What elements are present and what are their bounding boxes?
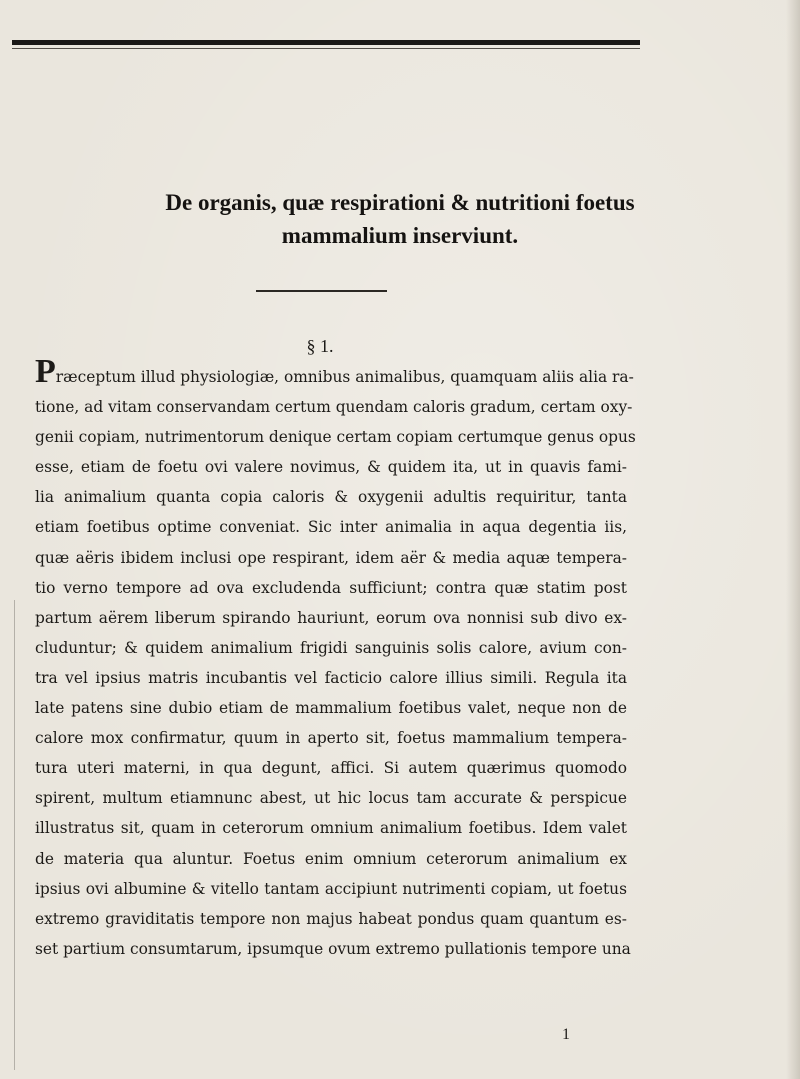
page-edge-shadow	[786, 0, 800, 1079]
section-mark: § 1.	[306, 336, 334, 356]
title-divider	[256, 290, 387, 292]
text-line: genii copiam, nutrimentorum denique certam copiam certumque genus opus	[35, 428, 636, 447]
text-line: ipsius ovi albumine & vitello tantam accipiunt nutrimenti copiam, ut foetus	[35, 879, 627, 898]
text-line-content: ræceptum illud physiologiæ, omnibus animalibus, quamquam aliis alia ra-	[55, 368, 634, 386]
body-paragraph	[35, 353, 636, 964]
page-margin-line	[14, 600, 15, 1070]
text-line: tura uteri materni, in qua degunt, affici. Si autem quærimus quomodo	[35, 759, 627, 778]
text-line: esse, etiam de foetu ovi valere novimus, & quidem ita, ut in quavis fami-	[35, 458, 627, 477]
text-line: illustratus sit, quam in ceterorum omnium animalium foetibus. Idem valet	[35, 819, 627, 838]
chapter-title	[0, 186, 800, 252]
page-number: 1	[562, 1026, 570, 1043]
text-line: tio verno tempore ad ova excludenda sufficiunt; contra quæ statim post	[35, 578, 627, 597]
header-rule	[12, 40, 640, 45]
text-line: late patens sine dubio etiam de mammalium foetibus valet, neque non de	[35, 699, 627, 718]
text-line: quæ aëris ibidem inclusi ope respirant, idem aër & media aquæ tempera-	[35, 548, 627, 567]
text-line: de materia qua aluntur. Foetus enim omnium ceterorum animalium ex	[35, 849, 627, 868]
header-rule-thin	[12, 48, 640, 49]
text-line: etiam foetibus optime conveniat. Sic inter animalia in aqua degentia iis,	[35, 518, 627, 537]
text-line	[35, 353, 634, 392]
text-line: calore mox confirmatur, quum in aperto sit, foetus mammalium tempera-	[35, 729, 627, 748]
chapter-title-line-2: mammalium inserviunt.	[281, 223, 519, 248]
text-line: lia animalium quanta copia caloris & oxygenii adultis requiritur, tanta	[35, 488, 627, 507]
chapter-title-line-1: De organis, quæ respirationi & nutritioni foetus	[165, 190, 635, 215]
text-line: tione, ad vitam conservandam certum quendam caloris gradum, certam oxy-	[35, 398, 633, 417]
text-line: extremo graviditatis tempore non majus habeat pondus quam quantum es-	[35, 909, 627, 928]
text-line: cluduntur; & quidem animalium frigidi sanguinis solis calore, avium con-	[35, 638, 627, 657]
text-line: spirent, multum etiamnunc abest, ut hic locus tam accurate & perspicue	[35, 789, 627, 808]
text-line: tra vel ipsius matris incubantis vel facticio calore illius simili. Regula ita	[35, 668, 627, 687]
drop-cap: P	[35, 353, 56, 390]
text-line: set partium consumtarum, ipsumque ovum extremo pullationis tempore una	[35, 939, 631, 958]
text-line: partum aërem liberum spirando hauriunt, eorum ova nonnisi sub divo ex-	[35, 608, 627, 627]
